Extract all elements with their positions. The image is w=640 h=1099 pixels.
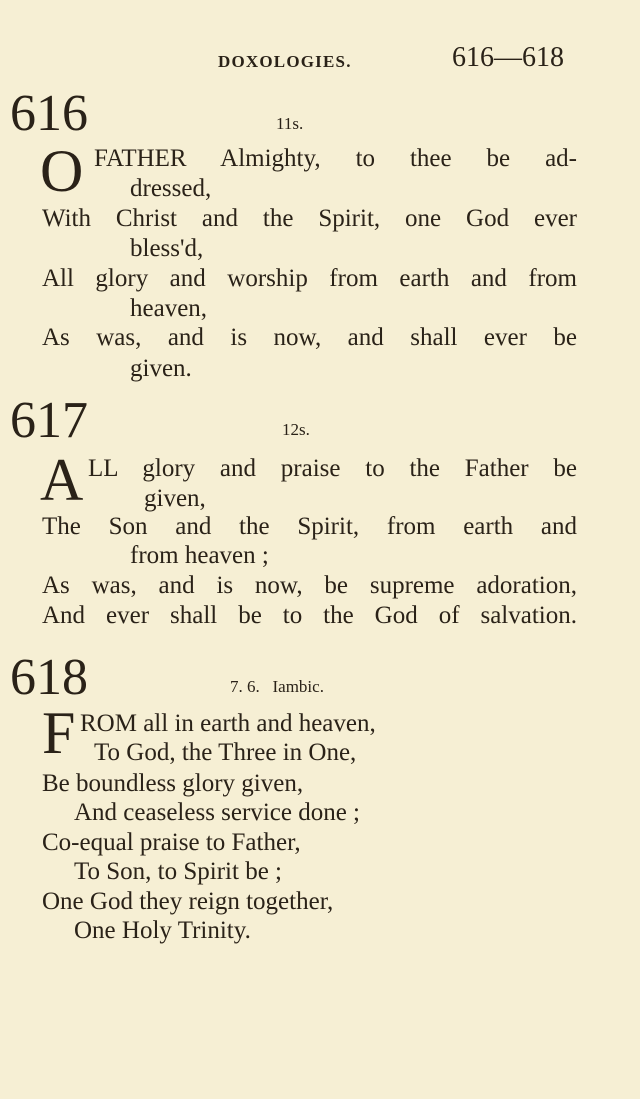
verse-line: To God, the Three in One, xyxy=(94,739,357,766)
drop-cap: O xyxy=(40,138,84,204)
running-title: DOXOLOGIES. xyxy=(218,52,352,71)
drop-cap: A xyxy=(40,447,84,513)
hymn-number: 616 xyxy=(10,85,88,142)
verse-line: The Son and the Spirit, from earth and xyxy=(42,513,577,540)
verse-line: And ever shall be to the God of salvation. xyxy=(42,602,577,629)
hymn-number: 617 xyxy=(10,392,88,449)
verse-line: LL glory and praise to the Father be xyxy=(88,455,577,482)
verse-line: heaven, xyxy=(130,295,208,322)
verse-line: bless'd, xyxy=(130,235,204,262)
verse-line: To Son, to Spirit be ; xyxy=(74,858,282,885)
hymn-number: 618 xyxy=(10,649,88,706)
verse-line: One God they reign together, xyxy=(42,888,334,915)
verse-line: from heaven ; xyxy=(130,542,269,569)
verse-line: With Christ and the Spirit, one God ever xyxy=(42,205,577,232)
hymn-meter: 7. 6. Iambic. xyxy=(230,677,324,696)
verse-line: dressed, xyxy=(130,175,212,202)
verse-line: And ceaseless service done ; xyxy=(74,799,360,826)
verse-line: given, xyxy=(144,485,206,512)
verse-line: Be boundless glory given, xyxy=(42,770,304,797)
verse-line: ROM all in earth and heaven, xyxy=(80,710,376,737)
verse-line: Co-equal praise to Father, xyxy=(42,829,301,856)
hymn-range: 616—618 xyxy=(452,42,564,73)
hymn-meter: 11s. xyxy=(276,114,304,133)
verse-line: All glory and worship from earth and from xyxy=(42,265,577,292)
verse-line: One Holy Trinity. xyxy=(74,917,251,944)
verse-line: FATHER Almighty, to thee be ad- xyxy=(94,145,577,172)
verse-line: As was, and is now, and shall ever be xyxy=(42,324,577,351)
hymn-meter: 12s. xyxy=(282,420,310,439)
verse-line: given. xyxy=(130,355,192,382)
drop-cap: F xyxy=(42,700,76,766)
verse-line: As was, and is now, be supreme adoration, xyxy=(42,572,577,599)
